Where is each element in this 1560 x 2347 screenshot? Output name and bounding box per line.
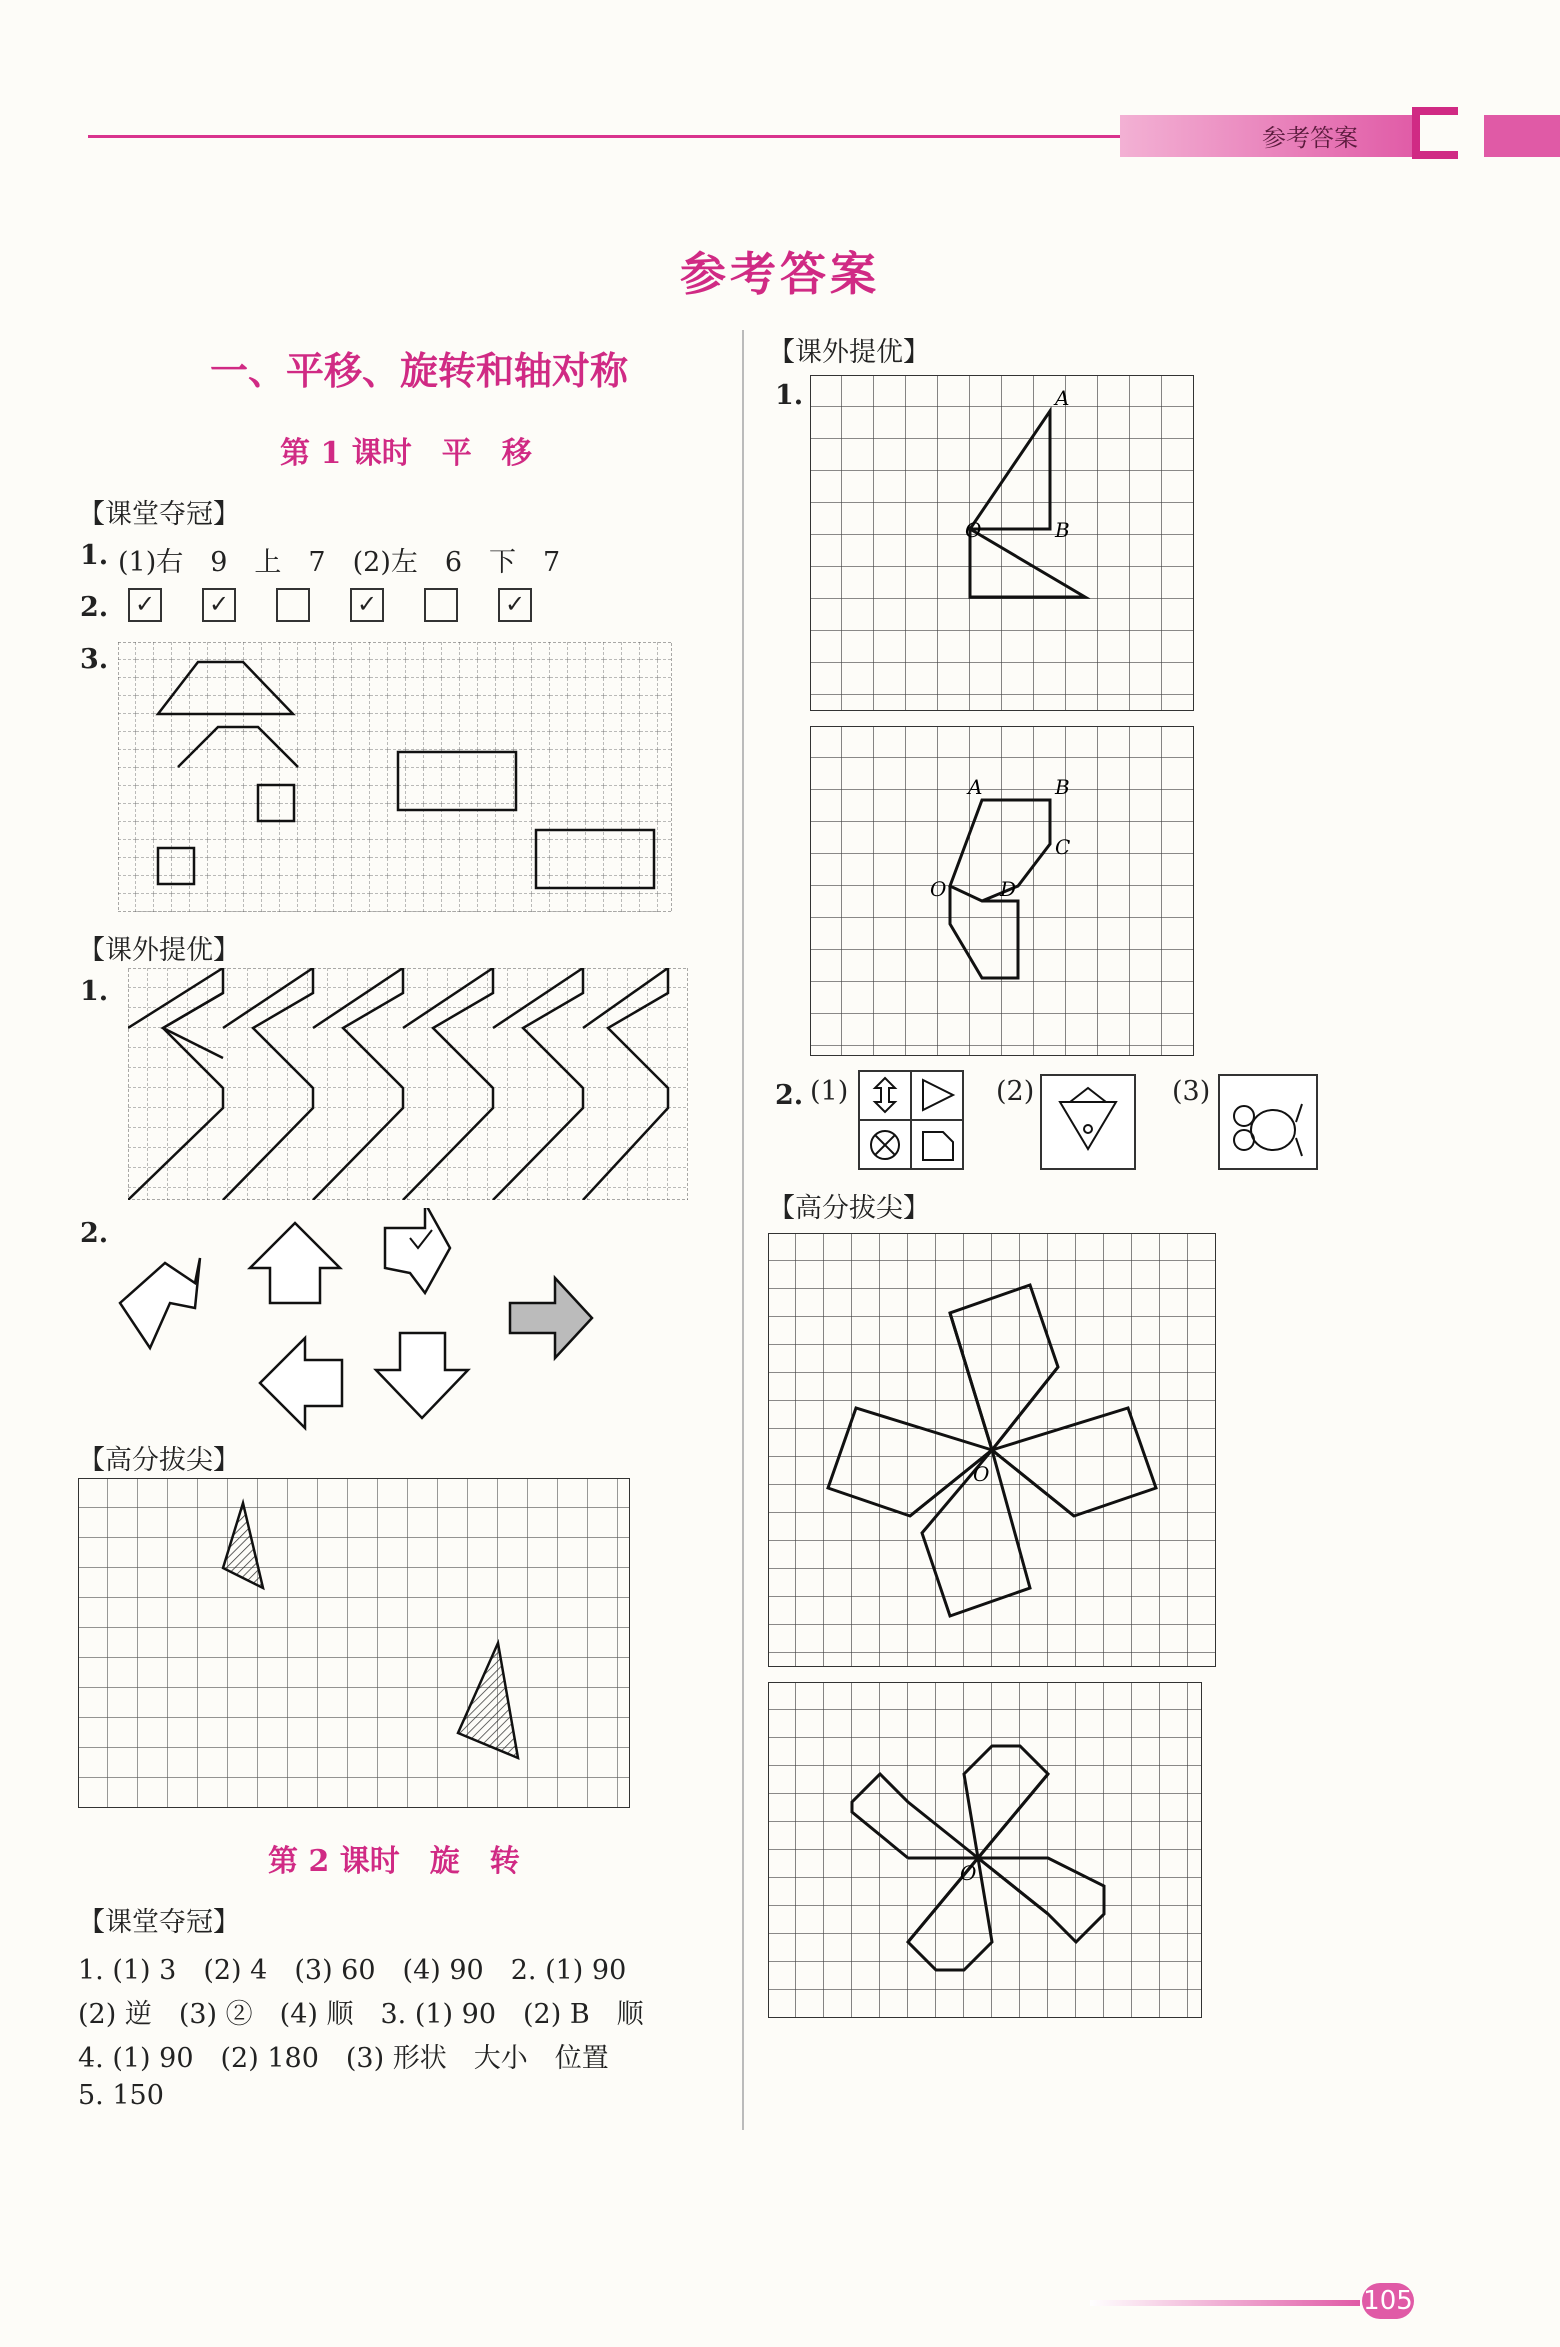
lesson2-line-2: (2) 逆 (3) ② (4) 顺 3. (1) 90 (2) B 顺 [78,1999,644,2030]
lesson2-title: 第 2 课时 旋 转 [268,1844,520,1879]
lesson2-line-4: 5. 150 [78,2080,164,2111]
q2-part-3: (3) [1172,1076,1211,1107]
label-c: C [1055,835,1071,859]
lesson2-line-1: 1. (1) 3 (2) 4 (3) 60 (4) 90 2. (1) 90 [78,1955,627,1986]
left-arrow-icon [260,1338,342,1428]
q1-number: 1. [80,540,109,571]
checkbox: ✓ [498,588,532,622]
four-icons-box [858,1070,964,1170]
header-label: 参考答案 [1262,124,1358,152]
checkbox: ✓ [350,588,384,622]
page-title: 参考答案 [680,247,880,301]
label-o: O [965,518,982,542]
label-o: O [960,1861,977,1885]
lesson1-sec-out: 【课外提优】 [78,935,240,966]
label-b: B [1055,775,1070,799]
column-divider [742,330,744,2130]
lesson2-sec-class: 【课堂夺冠】 [78,1907,240,1938]
header-band-end [1484,115,1560,157]
q2-part-2: (2) [996,1076,1035,1107]
rotation-grid-1 [810,375,1194,711]
right-q1-number: 1. [775,380,804,411]
shaded-triangle-grid [78,1478,630,1808]
q3-number: 3. [80,644,109,675]
label-a: A [1055,386,1070,410]
rotation-flower-grid-2 [768,1682,1202,2018]
out2-number: 2. [80,1218,109,1249]
checkbox [276,588,310,622]
arrow-shapes-figure [110,1208,610,1433]
footer-rule [1090,2300,1360,2306]
rotation-grid-2 [810,726,1194,1056]
diagonal-arrow-icon [120,1258,200,1348]
checkbox [424,588,458,622]
right-sec-out: 【课外提优】 [768,337,930,368]
label-b: B [1055,518,1070,542]
up-arrow-icon [250,1223,340,1303]
q2-number: 2. [80,592,109,623]
label-o: O [930,877,947,901]
label-a: A [968,775,983,799]
right-sec-high: 【高分拔尖】 [768,1193,930,1224]
checkbox: ✓ [128,588,162,622]
lesson1-sec-class: 【课堂夺冠】 [78,499,240,530]
down-arrow-icon [376,1333,468,1418]
out1-number: 1. [80,976,109,1007]
triangle-icon-box [1040,1074,1136,1170]
arrow-translation-figure [128,968,688,1200]
label-d: D [1000,877,1017,901]
right-q2-number: 2. [775,1080,804,1111]
checkbox: ✓ [202,588,236,622]
label-o: O [973,1462,990,1486]
lesson1-sec-high: 【高分拔尖】 [78,1445,240,1476]
translation-grid-figure [118,642,672,912]
q2-part-1: (1) [810,1076,849,1107]
q1-answer: (1)右 9 上 7 (2)左 6 下 7 [118,547,561,578]
lesson1-title: 第 1 课时 平 移 [280,436,532,471]
check-arrow-icon [385,1208,450,1293]
q2-checkboxes [128,588,572,622]
lesson2-line-3: 4. (1) 90 (2) 180 (3) 形状 大小 位置 [78,2043,609,2074]
header-rule [88,135,1128,138]
face-icon-box [1218,1074,1318,1170]
rotation-flower-grid-1 [768,1233,1216,1667]
chapter-title: 一、平移、旋转和轴对称 [210,348,629,393]
header-mark-icon [1412,107,1458,159]
page-number: 105 [1362,2283,1414,2319]
shaded-right-arrow-icon [510,1278,592,1358]
